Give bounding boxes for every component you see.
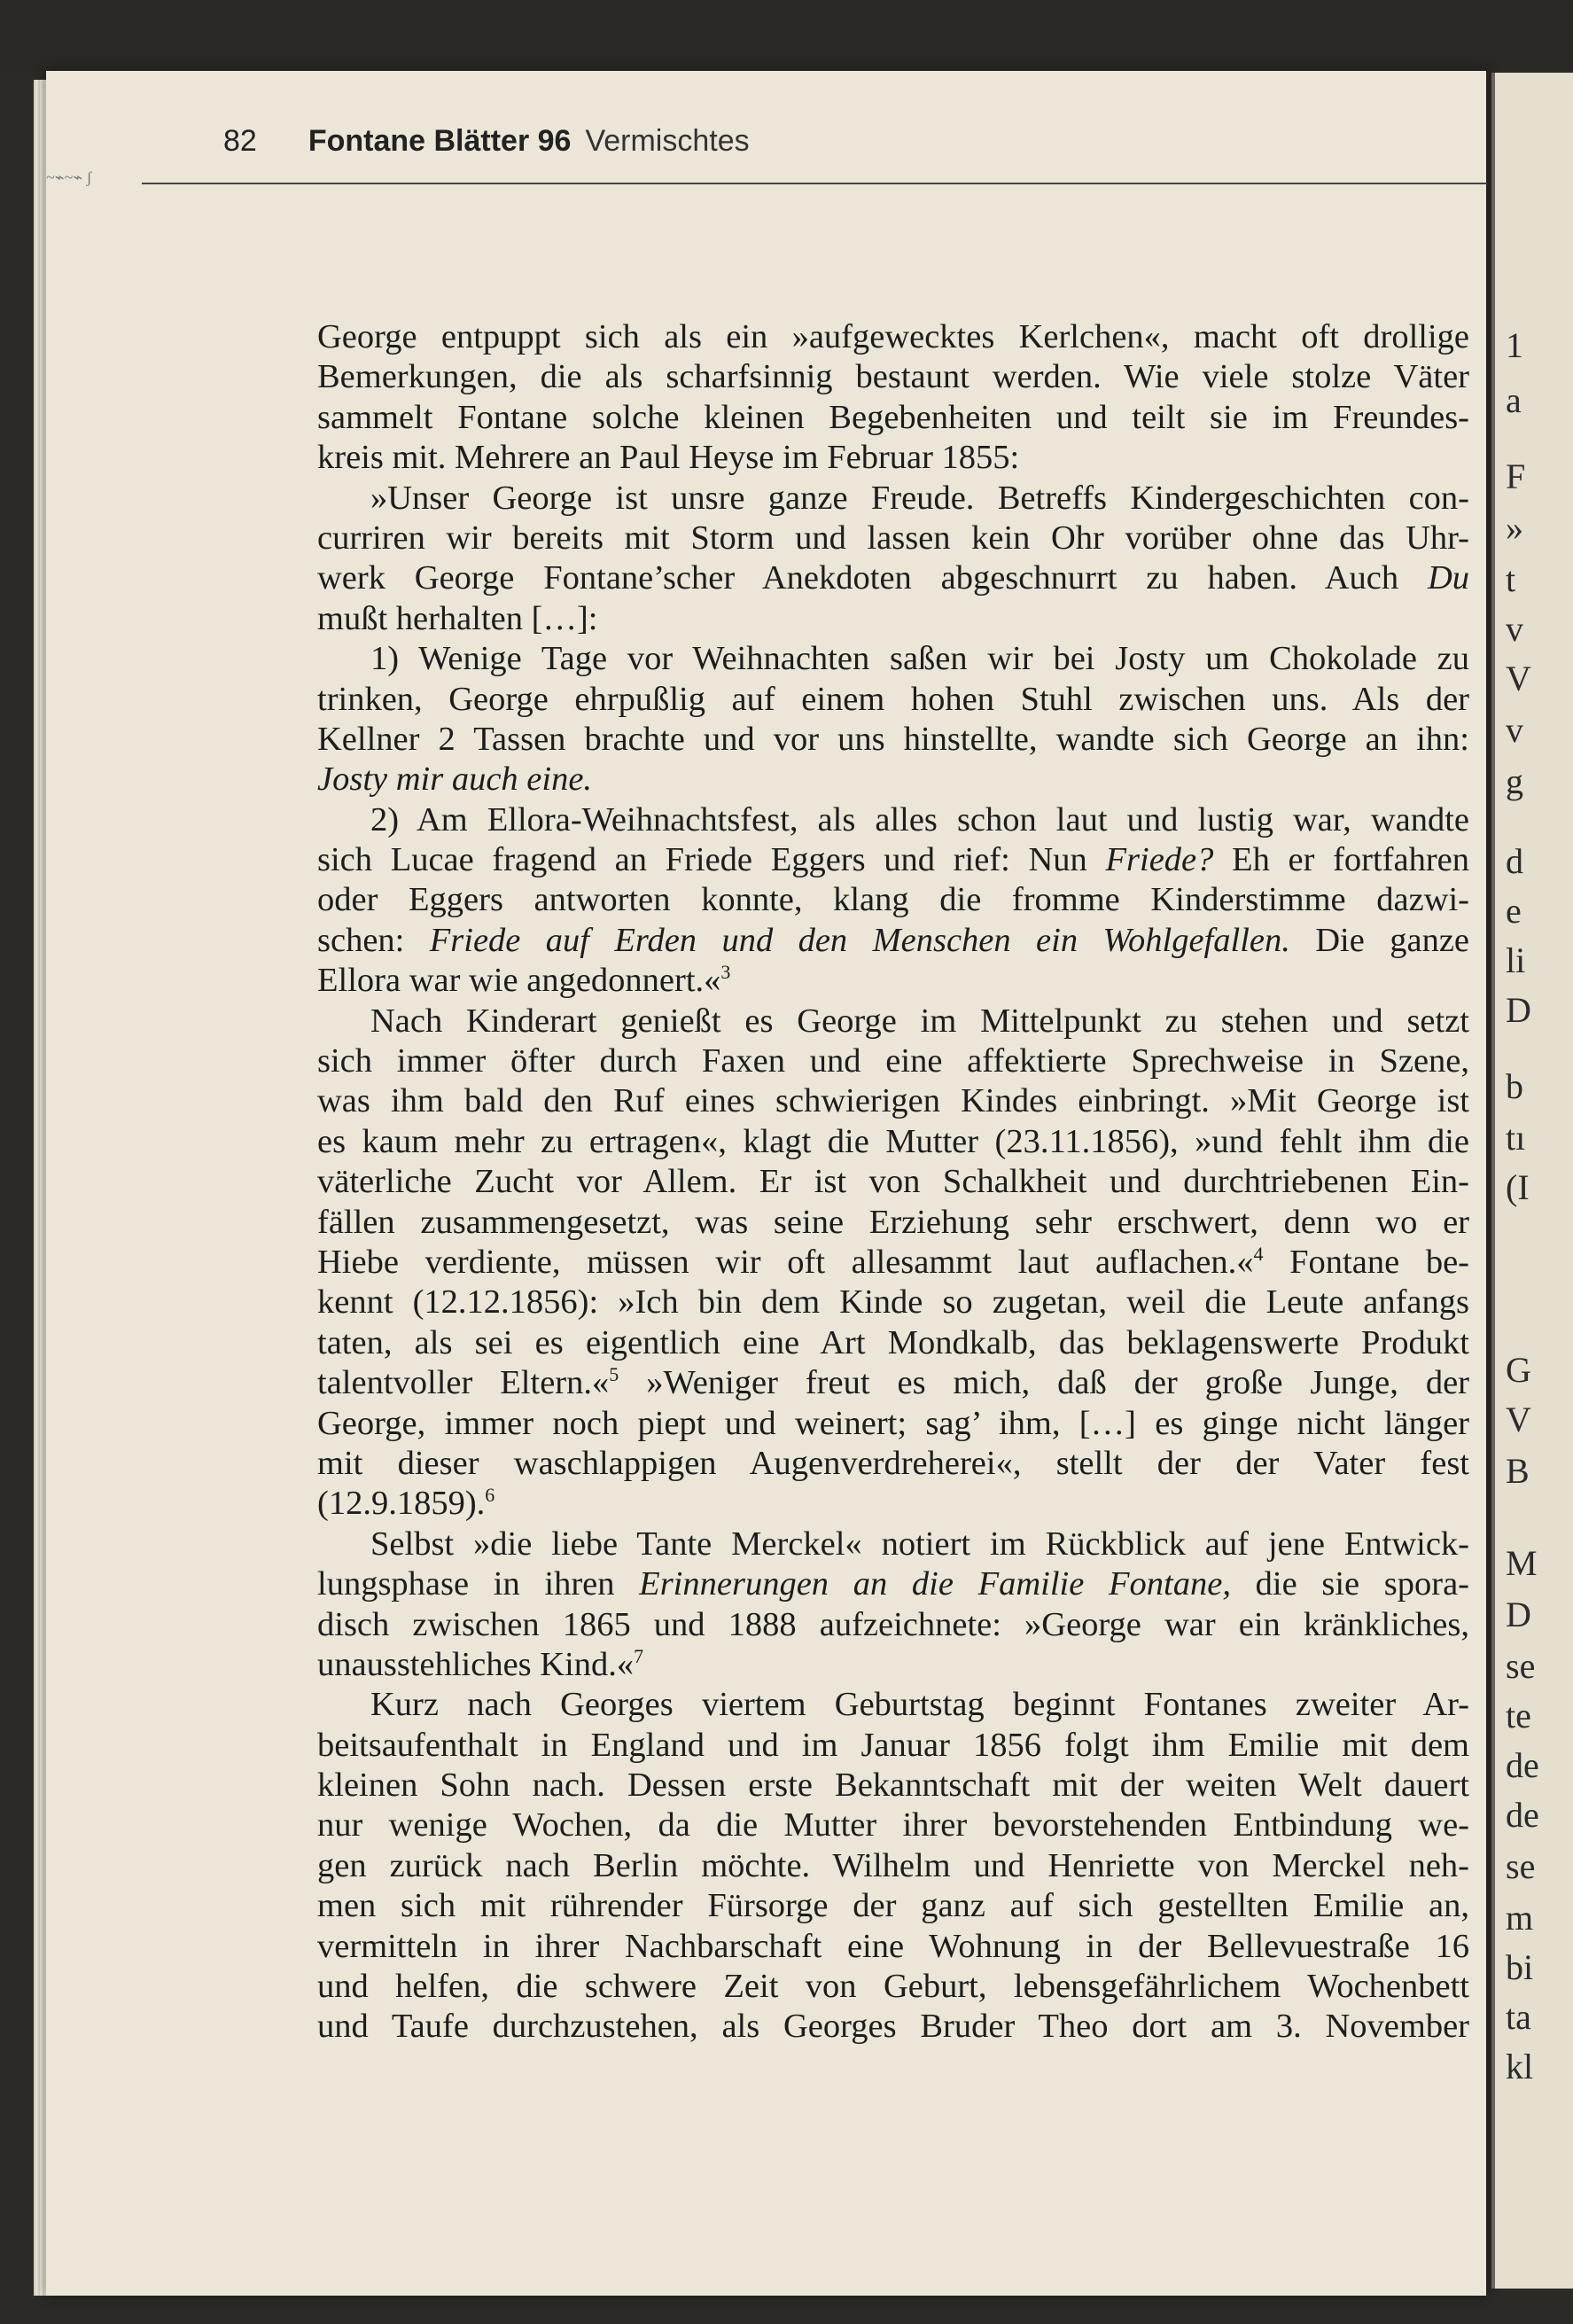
text-line: kennt (12.12.1856): »Ich bin dem Kinde so zugetan, weil die Leute anfangs	[317, 1283, 1469, 1322]
edge-glyph: B	[1506, 1451, 1530, 1491]
text-line: 2) Am Ellora-Weihnachtsfest, als alles schon laut und lustig war, wandte	[370, 800, 1469, 838]
text-line: Nach Kinderart genießt es George im Mittelpunkt zu stehen und setzt	[370, 1002, 1469, 1040]
text-line: »Unser George ist unsre ganze Freude. Betreffs Kindergeschichten con-	[370, 479, 1469, 517]
edge-glyph: se	[1506, 1846, 1536, 1886]
text-line: George, immer noch piept und weinert; sag’ ihm, […] es ginge nicht länger	[317, 1404, 1469, 1442]
text-line: werk George Fontane’scher Anekdoten abgeschnurrt zu haben. Auch Du	[317, 559, 1469, 597]
text-line: mit dieser waschlappigen Augenverdreherei«, stellt der der Vater fest	[317, 1444, 1469, 1482]
body-text	[317, 317, 1469, 2047]
edge-glyph: v	[1506, 609, 1523, 649]
edge-glyph: v	[1506, 710, 1523, 750]
edge-glyph: e	[1506, 891, 1522, 931]
text-line: kleinen Sohn nach. Dessen erste Bekanntschaft mit der weiten Welt dauert	[317, 1766, 1469, 1805]
text-line: trinken, George ehrpußlig auf einem hohen Stuhl zwischen uns. Als der	[317, 680, 1469, 718]
text-line: schen: Friede auf Erden und den Menschen ein Wohlgefallen. Die ganze	[317, 921, 1470, 959]
footnote-ref: 4	[1253, 1243, 1264, 1266]
footnote-ref: 6	[485, 1484, 495, 1507]
edge-glyph: D	[1506, 990, 1531, 1030]
journal-title: Fontane Blätter 96	[308, 124, 572, 158]
text-line: nur wenige Wochen, da die Mutter ihrer bevorstehenden Entbindung we-	[317, 1806, 1469, 1844]
section-name: Vermischtes	[585, 124, 750, 158]
text-line: disch zwischen 1865 und 1888 aufzeichnete: »George war ein kränkliches,	[317, 1605, 1469, 1643]
edge-glyph: G	[1506, 1350, 1531, 1390]
edge-glyph: V	[1506, 1400, 1531, 1439]
text-line: oder Eggers antworten konnte, klang die fromme Kinderstimme dazwi-	[317, 881, 1469, 919]
text-line: väterliche Zucht vor Allem. Er ist von Schalkheit und durchtriebenen Ein-	[317, 1163, 1469, 1201]
text-line: und Taufe durchzustehen, als Georges Bruder Theo dort am 3. November	[317, 2008, 1469, 2046]
text-line: curriren wir bereits mit Storm und lassen kein Ohr vorüber ohne das Uhr-	[317, 519, 1469, 557]
edge-glyph: de	[1506, 1795, 1539, 1835]
edge-glyph: tı	[1506, 1118, 1526, 1158]
text-line: (12.9.1859).$^6$	[317, 1484, 495, 1523]
text-line: sammelt Fontane solche kleinen Begebenheiten und teilt sie im Freundes-	[317, 398, 1469, 436]
running-header	[223, 124, 750, 168]
text-line: Bemerkungen, die als scharfsinnig bestaunt werden. Wie viele stolze Väter	[317, 358, 1469, 396]
text-line: und helfen, die schwere Zeit von Geburt, lebensgefährlichem Wochenbett	[317, 1968, 1469, 2006]
footnote-ref: 7	[634, 1645, 644, 1668]
edge-glyph: (I	[1506, 1167, 1530, 1207]
edge-glyph: b	[1506, 1066, 1523, 1106]
text-line: George entpuppt sich als ein »aufgewecktes Kerlchen«, macht oft drollige	[317, 318, 1469, 355]
text-line: Kurz nach Georges viertem Geburtstag beginnt Fontanes zweiter Ar-	[370, 1686, 1469, 1724]
edge-glyph: V	[1506, 659, 1531, 698]
text-line: was ihm bald den Ruf eines schwierigen Kindes einbringt. »Mit George ist	[317, 1082, 1469, 1120]
text-line: sich Lucae fragend an Friede Eggers und rief: Nun Friede? Eh er fortfahren	[317, 841, 1469, 879]
text-line: gen zurück nach Berlin möchte. Wilhelm und Henriette von Merckel neh-	[317, 1846, 1469, 1884]
edge-glyph: te	[1506, 1696, 1531, 1735]
text-line: Selbst »die liebe Tante Merckel« notiert im Rückblick auf jene Entwick-	[370, 1525, 1469, 1563]
edge-glyph: t	[1506, 559, 1516, 599]
edge-glyph: kl	[1506, 2047, 1534, 2086]
edge-glyph: F	[1506, 456, 1526, 496]
header-rule	[142, 183, 1487, 184]
edge-glyph: ta	[1506, 1997, 1531, 2037]
text-line: lungsphase in ihren Erinnerungen an die Familie Fontane, die sie spora-	[317, 1565, 1469, 1603]
edge-glyph: m	[1506, 1898, 1534, 1938]
edge-glyph: 1	[1506, 325, 1523, 365]
pencil-mark: ~⌁~⌁ ʃ	[46, 168, 92, 186]
text-line: beitsaufenthalt in England und im Januar 1856 folgt ihm Emilie mit dem	[317, 1726, 1469, 1764]
text-line: vermitteln in ihrer Nachbarschaft eine Wohnung in der Bellevuestraße 16	[317, 1927, 1469, 1965]
text-line: mußt herhalten […]:	[317, 599, 598, 637]
edge-glyph: li	[1506, 940, 1526, 980]
edge-glyph: D	[1506, 1595, 1531, 1634]
next-page-edge	[1491, 73, 1573, 2289]
text-line: 1) Wenige Tage vor Weihnachten saßen wir bei Josty um Chokolade zu	[370, 640, 1469, 678]
text-line: unausstehliches Kind.«$^7$	[317, 1645, 644, 1683]
text-line: talentvoller Eltern.«$^5$ »Weniger freut es mich, daß der große Junge, der	[317, 1363, 1469, 1402]
text-line: fällen zusammengesetzt, was seine Erziehung sehr erschwert, denn wo er	[317, 1203, 1469, 1241]
text-line: Hiebe verdiente, müssen wir oft allesammt laut auflachen.«$^4$ Fontane be-	[317, 1243, 1469, 1281]
edge-glyph: se	[1506, 1646, 1536, 1686]
text-line: Kellner 2 Tassen brachte und vor uns hinstellte, wandte sich George an ihn:	[317, 720, 1469, 758]
text-line: kreis mit. Mehrere an Paul Heyse im Februar 1855:	[317, 439, 1020, 477]
edge-glyph: M	[1506, 1543, 1538, 1583]
text-line: men sich mit rührender Fürsorge der ganz auf sich gestellten Emilie an,	[317, 1887, 1469, 1925]
edge-glyph: bi	[1506, 1947, 1534, 1987]
edge-glyph: de	[1506, 1745, 1539, 1785]
scan-background	[0, 0, 1573, 71]
text-line: sich immer öfter durch Faxen und eine affektierte Sprechweise in Szene,	[317, 1042, 1469, 1080]
text-line: taten, als sei es eigentlich eine Art Mondkalb, das beklagenswerte Produkt	[317, 1323, 1469, 1361]
footnote-ref: 5	[609, 1363, 619, 1386]
edge-glyph: d	[1506, 841, 1523, 881]
text-line: Josty mir auch eine.	[317, 760, 593, 799]
page-number: 82	[223, 124, 257, 158]
footnote-ref: 3	[720, 961, 731, 984]
edge-glyph: g	[1506, 761, 1523, 801]
text-line: es kaum mehr zu ertragen«, klagt die Mutter (23.11.1856), »und fehlt ihm die	[317, 1122, 1469, 1160]
text-line: Ellora war wie angedonnert.«$^3$	[317, 961, 731, 1000]
edge-glyph: »	[1506, 508, 1523, 548]
edge-glyph: a	[1506, 380, 1522, 420]
